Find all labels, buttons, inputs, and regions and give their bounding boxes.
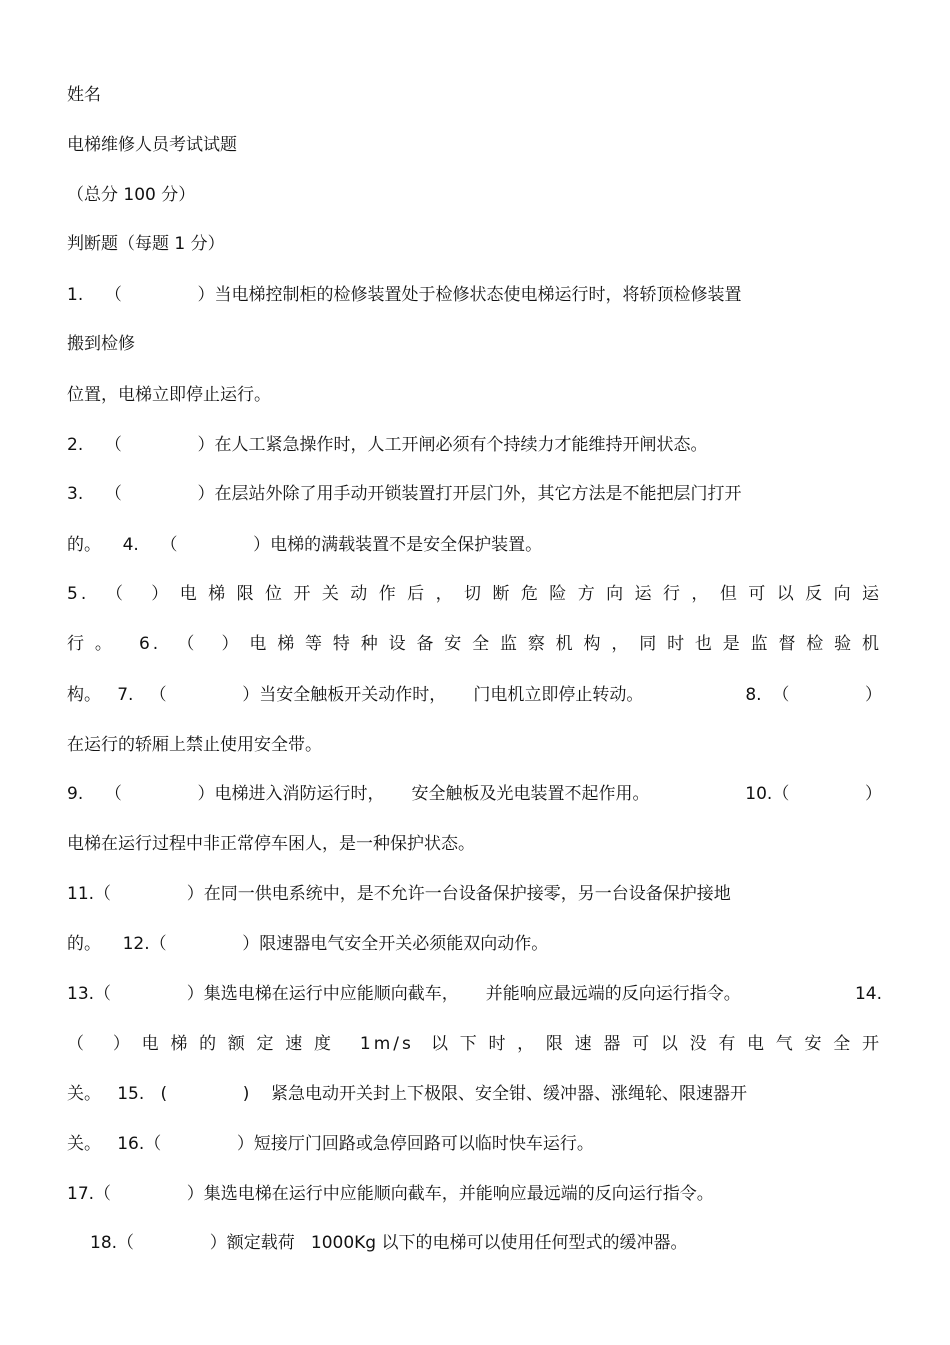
- question-segment: 10.（ ）: [745, 784, 882, 804]
- name-label: 姓名: [67, 85, 101, 105]
- exam-title: 电梯维修人员考试试题: [67, 135, 237, 155]
- question-line: 电梯在运行过程中非正常停车困人，是一种保护状态。: [67, 834, 475, 854]
- question-line: 18.（ ）额定载荷 1000Kg 以下的电梯可以使用任何型式的缓冲器。: [90, 1233, 688, 1253]
- question-line-split: [67, 983, 882, 1005]
- question-line: 3. （ ）在层站外除了用手动开锁装置打开层门外，其它方法是不能把层门打开: [67, 484, 742, 504]
- question-line: 行。 6. （ ）电梯等特种设备安全监察机构，同时也是监督检验机: [67, 634, 882, 654]
- question-line: 关。 16.（ ）短接厅门回路或急停回路可以临时快车运行。: [67, 1134, 594, 1154]
- question-segment: 9. （ ）电梯进入消防运行时， 安全触板及光电装置不起作用。: [67, 784, 650, 804]
- question-line: 的。 12.（ ）限速器电气安全开关必须能双向动作。: [67, 934, 549, 954]
- question-segment: 构。 7. （ ）当安全触板开关动作时， 门电机立即停止转动。: [67, 685, 644, 705]
- question-line-split: [67, 783, 882, 805]
- total-score: （总分 100 分）: [67, 185, 196, 205]
- question-segment: 13.（ ）集选电梯在运行中应能顺向截车， 并能响应最远端的反向运行指令。: [67, 984, 741, 1004]
- question-line: 的。 4. （ ）电梯的满载装置不是安全保护装置。: [67, 535, 543, 555]
- question-line: 在运行的轿厢上禁止使用安全带。: [67, 735, 322, 755]
- question-line: 2. （ ）在人工紧急操作时，人工开闸必须有个持续力才能维持开闸状态。: [67, 435, 708, 455]
- question-line: 位置，电梯立即停止运行。: [67, 385, 271, 405]
- question-line: 关。 15. ( ) 紧急电动开关封上下极限、安全钳、缓冲器、涨绳轮、限速器开: [67, 1084, 747, 1104]
- question-line: 11.（ ）在同一供电系统中，是不允许一台设备保护接零，另一台设备保护接地: [67, 884, 731, 904]
- question-line: 5. （ ）电梯限位开关动作后，切断危险方向运行，但可以反向运: [67, 584, 882, 604]
- question-line-split: [67, 684, 882, 706]
- question-segment: 8. （ ）: [745, 685, 882, 705]
- question-segment: 14.: [854, 984, 882, 1004]
- question-line: 1. （ ）当电梯控制柜的检修装置处于检修状态使电梯运行时，将轿顶检修装置: [67, 285, 742, 305]
- question-line: （ ）电梯的额定速度 1m/s 以下时，限速器可以没有电气安全开: [67, 1034, 882, 1054]
- section-heading: 判断题（每题 1 分）: [67, 234, 225, 254]
- question-line: 17.（ ）集选电梯在运行中应能顺向截车，并能响应最远端的反向运行指令。: [67, 1184, 714, 1204]
- question-line: 搬到检修: [67, 334, 135, 354]
